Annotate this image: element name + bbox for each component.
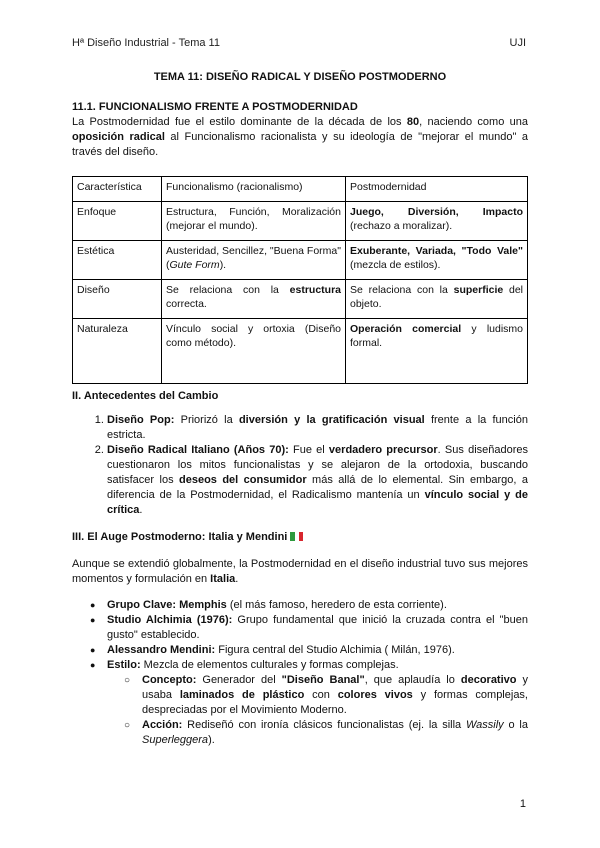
- italy-flag-icon: [290, 532, 303, 541]
- section3-heading: III. El Auge Postmoderno: Italia y Mendini: [72, 531, 303, 543]
- list-item: ● Estilo: Mezcla de elementos culturales y formas complejas. ○ Concepto: Generador del "Diseño Banal", que aplaudía lo decorativo y usaba laminados de plástico con colores vivos y formas complejas, despreciadas por el Movimiento Moderno. ○ Acción: Rediseñó con ironía clásicos funcionalistas (ej. la silla Wassily o la Superleggera).: [107, 658, 528, 748]
- section1-paragraph: La Postmodernidad fue el estilo dominante de la década de los 80, naciendo como una oposición radical al Funcionalismo racionalista y su ideología de "mejorar el mundo" a través del diseño.: [72, 116, 528, 158]
- table-cell: Operación comercial y ludismo formal.: [346, 319, 528, 384]
- table-cell: Exuberante, Variada, "Todo Vale" (mezcla de estilos).: [346, 241, 528, 280]
- table-cell: Se relaciona con la superficie del objeto.: [346, 280, 528, 319]
- section1-heading: 11.1. FUNCIONALISMO FRENTE A POSTMODERNIDAD: [72, 101, 358, 113]
- list-item: ● Studio Alchimia (1976): Grupo fundamental que inició la cruzada contra el "buen gusto" establecido.: [107, 613, 528, 643]
- page-header-left: Hª Diseño Industrial - Tema 11: [72, 37, 220, 49]
- list-item: 1. Diseño Pop: Priorizó la diversión y la gratificación visual frente a la función estricta.: [107, 413, 528, 443]
- list-item: ● Grupo Clave: Memphis (el más famoso, heredero de esta corriente).: [107, 598, 528, 613]
- document-title: TEMA 11: DISEÑO RADICAL Y DISEÑO POSTMODERNO: [153, 71, 447, 83]
- sub-list-item: ○ Concepto: Generador del "Diseño Banal", que aplaudía lo decorativo y usaba laminados de plástico con colores vivos y formas complejas, despreciadas por el Movimiento Moderno.: [142, 673, 528, 718]
- table-row: [73, 202, 528, 241]
- sub-list-item: ○ Acción: Rediseñó con ironía clásicos funcionalistas (ej. la silla Wassily o la Superleggera).: [142, 718, 528, 748]
- table-cell: Estructura, Función, Moralización (mejorar el mundo).: [162, 202, 346, 241]
- section2-heading: II. Antecedentes del Cambio: [72, 390, 219, 402]
- table-header-cell: Característica: [73, 177, 162, 202]
- antecedents-list: [72, 413, 528, 518]
- list-item: ● Alessandro Mendini: Figura central del Studio Alchimia ( Milán, 1976).: [107, 643, 528, 658]
- table-cell: Estética: [73, 241, 162, 280]
- page-header-right: UJI: [509, 37, 526, 49]
- table-cell: Vínculo social y ortoxia (Diseño como método).: [162, 319, 346, 384]
- table-header-cell: Postmodernidad: [346, 177, 528, 202]
- table-row: [73, 319, 528, 384]
- table-cell: Se relaciona con la estructura correcta.: [162, 280, 346, 319]
- table-cell: Austeridad, Sencillez, "Buena Forma" (Gute Form).: [162, 241, 346, 280]
- table-cell: Juego, Diversión, Impacto (rechazo a moralizar).: [346, 202, 528, 241]
- page-number: 1: [519, 798, 526, 810]
- section3-paragraph: Aunque se extendió globalmente, la Postmodernidad en el diseño industrial tuvo sus mejores momentos y formulación en Italia.: [72, 558, 528, 585]
- table-row: [73, 241, 528, 280]
- postmodern-bullet-list: [72, 598, 528, 748]
- table-header-row: [73, 177, 528, 202]
- table-cell: Enfoque: [73, 202, 162, 241]
- style-sub-list: [107, 673, 528, 748]
- table-header-cell: Funcionalismo (racionalismo): [162, 177, 346, 202]
- table-cell: Diseño: [73, 280, 162, 319]
- table-cell: Naturaleza: [73, 319, 162, 384]
- table-row: [73, 280, 528, 319]
- comparison-table: [72, 176, 528, 384]
- list-item: 2. Diseño Radical Italiano (Años 70): Fue el verdadero precursor. Sus diseñadores cuestionaron los mitos funcionalistas y se alejaron de la ortodoxia, buscando satisfacer los deseos del consumidor más allá de lo elemental. Sin embargo, a diferencia de la Postmodernidad, el Radicalismo mantenía un vínculo social y de crítica.: [107, 443, 528, 518]
